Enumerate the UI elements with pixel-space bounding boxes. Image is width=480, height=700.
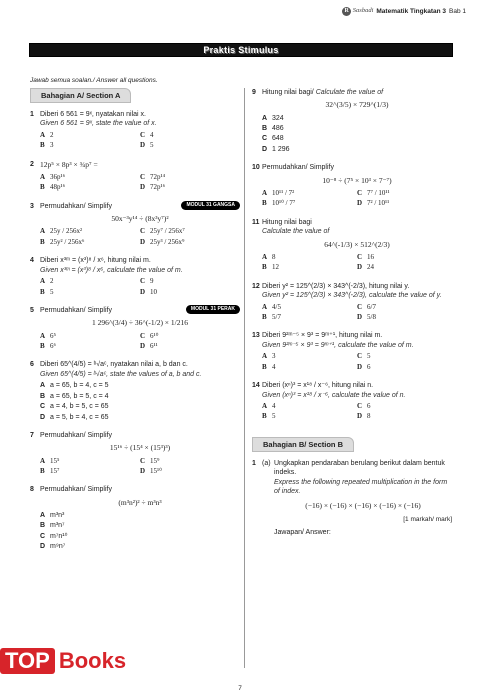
- option-d: D m⁹n⁷: [40, 543, 66, 551]
- option-c: C 6¹⁰: [140, 331, 159, 340]
- option-d: D 6¹¹: [140, 341, 158, 350]
- option-c: C 9: [140, 277, 154, 286]
- question-2: 2 12p⁵ × 8p³ × ¾p⁷ = A 36p¹⁶ C 72p¹⁴ B 48p¹⁶ D 72p¹⁶: [30, 160, 240, 193]
- option-a: A 2: [40, 130, 54, 139]
- option-d: D 15¹⁰: [140, 467, 162, 475]
- modul-badge: MODUL 31 PERAK: [186, 305, 240, 314]
- option-a: A m³n³: [40, 512, 65, 519]
- option-d: D 8: [357, 412, 371, 421]
- question-b1: 1 (a) Ungkapkan pendaraban berulang berikut dalam bentuk indeks. Express the following repeated multiplication in the form of index. (−16) × (−16) × (−16) × (−16) × (−16) [1 markah/ mark] Jawapan/ Answer:: [252, 459, 452, 536]
- option-a: A 25y / 256x²: [40, 227, 83, 236]
- option-c: C 15⁹: [140, 456, 160, 465]
- publisher-logo: R Sasbadi: [342, 7, 373, 16]
- answer-label: Jawapan/ Answer:: [274, 528, 331, 536]
- question-5: 5 MODUL 31 PERAK Permudahkan/ Simplify 1 296^(3/4) ÷ 36^(-1/2) × 1/216 A 6⁵ C 6¹⁰ B 6⁶ D 6¹¹: [30, 306, 240, 351]
- question-4: 4 Diberi x³ᵐ = (x³)⁸ / x⁶, hitung nilai m. Given x³ᵐ = (x³)⁸ / x⁶, calculate the value of m. A 2 C 9 B 5 D 10: [30, 256, 240, 297]
- page-number: 7: [238, 685, 242, 692]
- question-7: 7 Permudahkan/ Simplify 15¹⁶ ÷ (15⁴ × (15³)³) A 15⁵ C 15⁹ B 15⁷ D 15¹⁰: [30, 431, 240, 476]
- book-title: Matematik Tingkatan 3: [376, 8, 446, 15]
- option-b: B 15⁷: [40, 467, 60, 475]
- mark-allocation: [1 markah/ mark]: [403, 515, 452, 523]
- option-d: D 6: [357, 362, 371, 371]
- question-10: 10 Permudahkan/ Simplify 10⁻⁸ ÷ (7⁵ × 10³ × 7⁻⁷) A 10¹¹ / 7² C 7⁷ / 10¹¹ B 10¹⁰ / 7⁷ D 7² / 10¹¹: [252, 163, 452, 208]
- option-c: C 4: [140, 130, 154, 139]
- option-b: B m³n⁷: [40, 522, 65, 530]
- option-a: A 8: [262, 252, 276, 261]
- question-3: 3 MODUL 31 GANGSA Permudahkan/ Simplify 50x⁻³y¹⁴ ÷ (8x³y⁷)² A 25y / 256x² C 25y⁷ / 256x⁷ B 25y² / 256x⁶ D 25y³ / 256x⁹: [30, 202, 240, 247]
- option-d: D 72p¹⁶: [140, 183, 166, 192]
- question-6: 6 Diberi 65^(4/5) = ᵇ√aᶜ, nyatakan nilai a, b dan c. Given 65^(4/5) = ᵇ√aᶜ, state the values of a, b and c. A a = 65, b = 4, c = 5 B a = 65, b = 5, c = 4 C a = 4, b = 5, c = 65 D a = 5, b = 4, c = 65: [30, 360, 240, 422]
- chapter-label: Bab 1: [449, 8, 466, 15]
- option-c: C 25y⁷ / 256x⁷: [140, 227, 185, 236]
- section-a-heading: Bahagian A/ Section A: [30, 88, 131, 103]
- option-c: C 6/7: [357, 302, 376, 311]
- option-a: A 10¹¹ / 7²: [262, 188, 295, 197]
- option-d: D 25y³ / 256x⁹: [140, 237, 185, 246]
- section-b-heading: Bahagian B/ Section B: [252, 437, 354, 452]
- option-c: C 6: [357, 402, 371, 410]
- question-11: 11 Hitung nilai bagi Calculate the value of 64^(-1/3) × 512^(2/3) A 8 C 16 B 12 D 24: [252, 218, 452, 273]
- option-b: B 6⁶: [40, 341, 56, 350]
- column-divider: [244, 88, 245, 668]
- option-a: A 3: [262, 352, 276, 361]
- instructions: Jawab semua soalan./ Answer all questions.: [30, 77, 158, 84]
- option-b: B 5/7: [262, 312, 281, 321]
- option-b: B 3: [40, 141, 54, 150]
- question-8: 8 Permudahkan/ Simplify (m³n²)² ÷ m³n³ A m³n³ B m³n⁷ C m⁷n¹⁰ D m⁹n⁷: [30, 485, 240, 551]
- option-a: A 324: [262, 114, 284, 122]
- option-d: D 7² / 10¹¹: [357, 199, 390, 208]
- option-b: B 486: [262, 125, 284, 132]
- option-c: C 5: [357, 352, 371, 361]
- option-d: D 5/8: [357, 312, 376, 321]
- option-c: C 648: [262, 135, 284, 143]
- left-column: [30, 88, 240, 561]
- right-column: [252, 88, 452, 546]
- option-b: B a = 65, b = 5, c = 4: [40, 392, 109, 400]
- option-b: B 5: [40, 287, 54, 296]
- option-b: B 4: [262, 362, 276, 371]
- option-b: B 25y² / 256x⁶: [40, 237, 85, 246]
- topbooks-watermark: TOP Books: [0, 648, 126, 674]
- question-14: 14 Diberi (xⁿ)³ = x¹⁸ / x⁻⁶, hitung nilai n. Given (xⁿ)³ = x¹⁸ / x⁻⁶, calculate the value of n. A 4 C 6 B 5 D 8: [252, 381, 452, 422]
- option-c: C 7⁷ / 10¹¹: [357, 188, 390, 197]
- option-a: A 36p¹⁶: [40, 172, 66, 181]
- option-b: B 12: [262, 263, 279, 272]
- question-9: 9 Hitung nilai bagi/ Calculate the value of 32^(3/5) × 729^(1/3) A 324 B 486 C 648 D 1 296: [252, 88, 452, 154]
- option-b: B 5: [262, 412, 276, 421]
- question-12: 12 Diberi y² = 125^(2/3) × 343^(-2/3), hitung nilai y. Given y² = 125^(2/3) × 343^(-2/3), calculate the value of y. A 4/5 C 6/7 B 5/7 D 5/8: [252, 282, 452, 323]
- option-d: D 5: [140, 141, 154, 150]
- option-c: C a = 4, b = 5, c = 65: [40, 403, 109, 411]
- question-1: 1 Diberi 6 561 = 9ˣ, nyatakan nilai x. Given 6 561 = 9ˣ, state the value of x. A 2 C 4 B 3 D 5: [30, 110, 240, 151]
- option-d: D 10: [140, 287, 157, 296]
- option-a: A 2: [40, 277, 54, 286]
- page-header: [342, 7, 466, 16]
- option-a: A a = 65, b = 4, c = 5: [40, 382, 109, 390]
- option-c: C 72p¹⁴: [140, 172, 166, 181]
- option-a: A 15⁵: [40, 456, 60, 465]
- option-d: D a = 5, b = 4, c = 65: [40, 413, 109, 421]
- option-a: A 6⁵: [40, 331, 56, 340]
- option-c: C m⁷n¹⁰: [40, 532, 68, 540]
- option-d: D 1 296: [262, 145, 290, 153]
- question-13: 13 Diberi 9²ᵐ⁻⁵ × 9³ = 9ᵐ⁺¹, hitung nilai m. Given 9²ᵐ⁻⁵ × 9³ = 9ᵐ⁺¹, calculate the value of m. A 3 C 5 B 4 D 6: [252, 331, 452, 372]
- modul-badge: MODUL 31 GANGSA: [181, 201, 240, 210]
- option-a: A 4: [262, 402, 276, 410]
- option-a: A 4/5: [262, 302, 281, 311]
- option-b: B 10¹⁰ / 7⁷: [262, 199, 296, 208]
- option-b: B 48p¹⁶: [40, 183, 66, 192]
- option-d: D 24: [357, 263, 374, 272]
- option-c: C 16: [357, 252, 374, 261]
- page-banner: Praktis Stimulus: [29, 43, 453, 57]
